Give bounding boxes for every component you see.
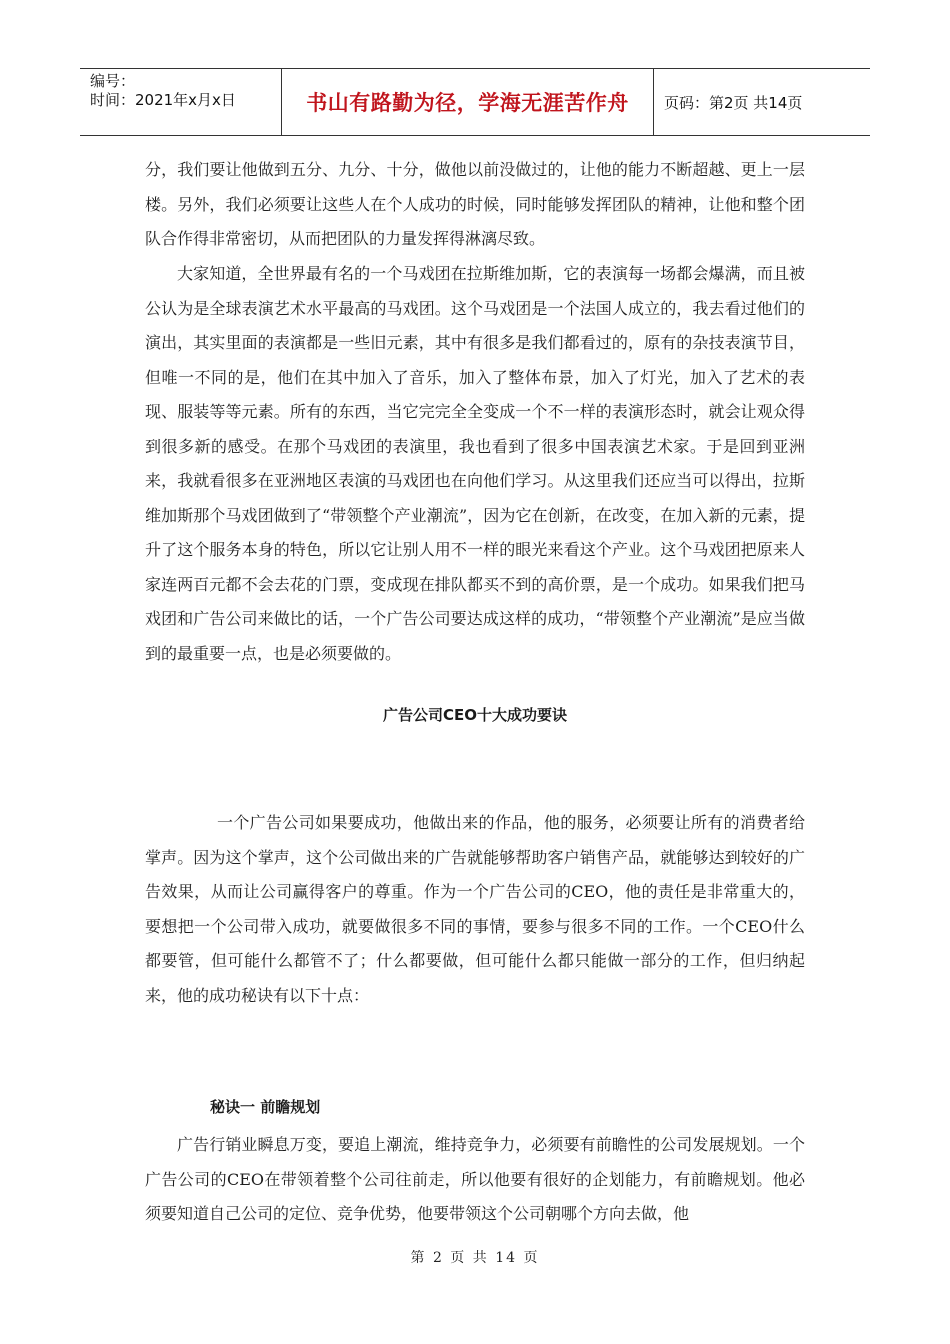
header-motto: 书山有路勤为径，学海无涯苦作舟	[282, 69, 654, 135]
date-label: 时间：2021年x月x日	[90, 91, 236, 109]
section-title: 广告公司CEO十大成功要诀	[382, 706, 567, 724]
body-paragraph-3: 一个广告公司如果要成功，他做出来的作品，他的服务，必须要让所有的消费者给掌声。因为这个掌声，这个公司做出来的广告就能够帮助客户销售产品，就能够达到较好的广告效果，从而让公司赢得客户的尊重。作为一个广告公司的CEO，他的责任是非常重大的，要想把一个公司带入成功，就要做很多不同的事情，要参与很多不同的工作。一个CEO什么都要管，但可能什么都管不了；什么都要做，但可能什么都只能做一部分的工作，但归纳起来，他的成功秘诀有以下十点：	[145, 813, 805, 1005]
body-paragraph-2: 大家知道，全世界最有名的一个马戏团在拉斯维加斯，它的表演每一场都会爆满，而且被公认为是全球表演艺术水平最高的马戏团。这个马戏团是一个法国人成立的，我去看过他们的演出，其实里面的表演都是一些旧元素，其中有很多是我们都看过的，原有的杂技表演节目，但唯一不同的是，他们在其中加入了音乐，加入了整体布景，加入了灯光，加入了艺术的表现、服装等等元素。所有的东西，当它完完全全变成一个不一样的表演形态时，就会让观众得到很多新的感受。在那个马戏团的表演里，我也看到了很多中国表演艺术家。于是回到亚洲来，我就看很多在亚洲地区表演的马戏团也在向他们学习。从这里我们还应当可以得出，拉斯维加斯那个马戏团做到了“带领整个产业潮流”，因为它在创新，在改变，在加入新的元素，提升了这个服务本身的特色，所以它让别人用不一样的眼光来看这个产业。这个马戏团把原来人家连两百元都不会去花的门票，变成现在排队都买不到的高价票，是一个成功。如果我们把马戏团和广告公司来做比的话，一个广告公司要达成这样的成功，“带领整个产业潮流”是应当做到的最重要一点，也是必须要做的。	[145, 264, 805, 663]
header-meta	[80, 69, 282, 135]
document-header	[80, 68, 870, 136]
header-page-info: 页码：第2页 共14页	[664, 93, 803, 112]
secret-heading: 秘诀一 前瞻规划	[210, 1098, 321, 1116]
number-label: 编号：	[90, 72, 136, 90]
body-paragraph-1: 分，我们要让他做到五分、九分、十分，做他以前没做过的，让他的能力不断超越、更上一层楼。另外，我们必须要让这些人在个人成功的时候，同时能够发挥团队的精神，让他和整个团队合作得非常密切，从而把团队的力量发挥得淋漓尽致。	[145, 160, 805, 248]
body-paragraph-4: 广告行销业瞬息万变，要追上潮流，维持竞争力，必须要有前瞻性的公司发展规划。一个广告公司的CEO在带领着整个公司往前走，所以他要有很好的企划能力，有前瞻规划。他必须要知道自己公司的定位、竞争优势，他要带领这个公司朝哪个方向去做，他	[145, 1135, 805, 1223]
page-footer: 第 2 页 共 14 页	[410, 1250, 540, 1266]
